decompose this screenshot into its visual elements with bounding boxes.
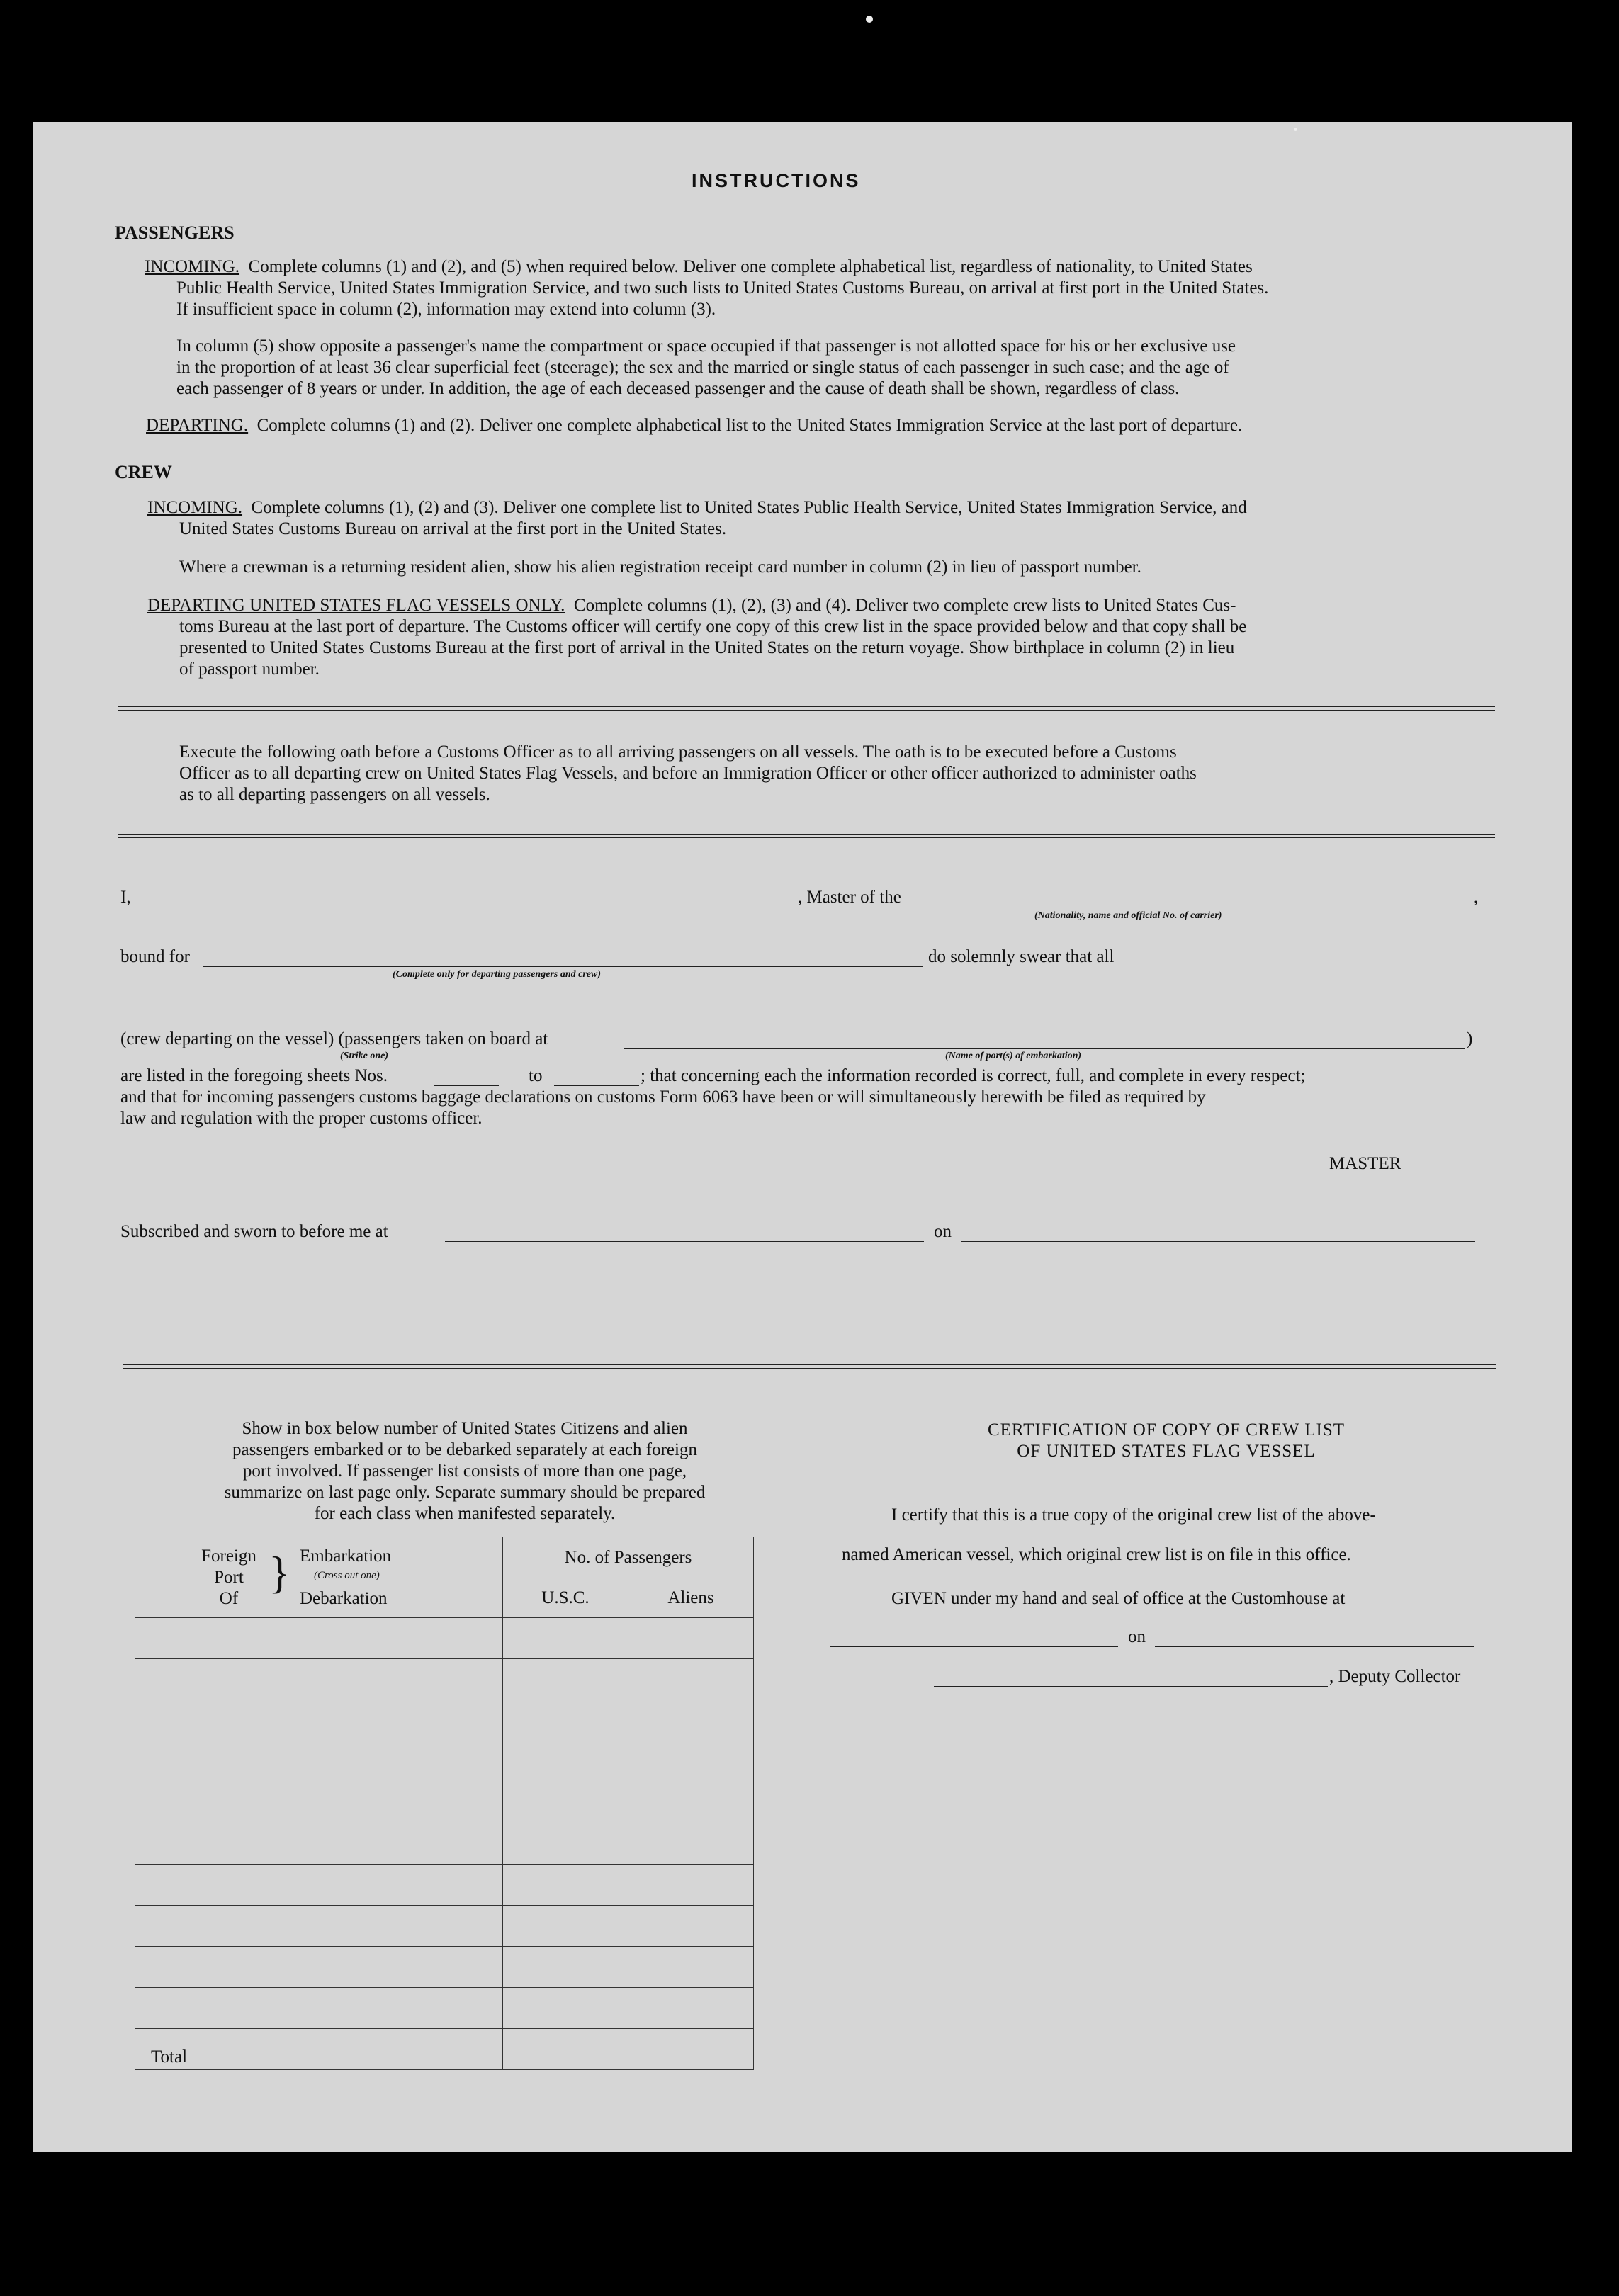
- subscribed-place-field[interactable]: [445, 1241, 924, 1242]
- passengers-incoming-block: [145, 256, 1491, 320]
- port-label: Port: [214, 1568, 244, 1587]
- port-cell[interactable]: [135, 1741, 503, 1782]
- port-cell[interactable]: [135, 1865, 503, 1906]
- port-cell[interactable]: [135, 1659, 503, 1700]
- subscribed-date-field[interactable]: [961, 1241, 1475, 1242]
- certification-title-line-1: CERTIFICATION OF COPY OF CREW LIST: [987, 1420, 1346, 1440]
- document-page: [33, 122, 1572, 2152]
- usc-header: U.S.C.: [503, 1578, 628, 1618]
- oath-instructions-block: [179, 742, 1490, 805]
- port-cell[interactable]: [135, 1618, 503, 1659]
- aliens-cell[interactable]: [628, 1865, 754, 1906]
- oath-i-label: I,: [120, 888, 131, 907]
- summary-instructions-line-1: Show in box below number of United States Citizens and alien: [242, 1419, 688, 1438]
- sheets-suffix: ; that concerning each the information recorded is correct, full, and complete in every respect;: [641, 1066, 1306, 1085]
- aliens-cell[interactable]: [628, 1988, 754, 2029]
- table-row: [135, 1865, 754, 1906]
- passengers-column5-line-2: in the proportion of at least 36 clear superficial feet (steerage); the sex and the married or single status of each passenger in such case; and the age of: [176, 358, 1229, 377]
- passengers-departing-label: DEPARTING.: [146, 416, 249, 435]
- deputy-collector-label: , Deputy Collector: [1329, 1667, 1461, 1686]
- usc-cell[interactable]: [503, 1782, 628, 1823]
- foreign-port-header: [135, 1537, 503, 1618]
- table-header-row: [135, 1537, 754, 1578]
- aliens-cell[interactable]: [628, 1741, 754, 1782]
- brace-icon: }: [269, 1547, 290, 1597]
- crew-departing-block: [147, 595, 1494, 680]
- port-cell[interactable]: [135, 1988, 503, 2029]
- master-label: MASTER: [1329, 1154, 1401, 1173]
- nationality-hint: (Nationality, name and official No. of carrier): [1034, 910, 1222, 921]
- usc-cell[interactable]: [503, 1659, 628, 1700]
- passengers-incoming-label: INCOMING.: [145, 257, 240, 276]
- usc-cell[interactable]: [503, 1741, 628, 1782]
- table-row: [135, 1906, 754, 1947]
- oath-comma: ,: [1474, 888, 1479, 907]
- crew-heading: CREW: [115, 462, 172, 482]
- port-cell[interactable]: [135, 1947, 503, 1988]
- aliens-total-cell[interactable]: [628, 2029, 754, 2070]
- subscribed-on-label: on: [934, 1222, 952, 1241]
- master-of-the-label: , Master of the: [798, 888, 901, 907]
- summary-instructions-line-4: summarize on last page only. Separate summary should be prepared: [224, 1483, 706, 1502]
- summary-instructions-line-3: port involved. If passenger list consists of more than one page,: [242, 1461, 687, 1481]
- crew-incoming-label: INCOMING.: [147, 498, 243, 517]
- crew-departing-line-4: of passport number.: [179, 660, 320, 679]
- crew-departing-text: (crew departing on the vessel) (passengers taken on board at: [120, 1029, 548, 1048]
- crew-incoming-line-1: Complete columns (1), (2) and (3). Deliver one complete list to United States Public Health Service, United States Immigration Service, and: [251, 498, 1247, 517]
- aliens-header: Aliens: [628, 1578, 754, 1618]
- port-cell[interactable]: [135, 1700, 503, 1741]
- crew-departing-line-2: toms Bureau at the last port of departure. The Customs officer will certify one copy of this crew list in the space provided below and that copy shall be: [179, 617, 1247, 636]
- embarkation-label: Embarkation: [300, 1546, 392, 1566]
- instructions-title: INSTRUCTIONS: [692, 170, 861, 191]
- oath-continuation-line-2: law and regulation with the proper customs officer.: [120, 1109, 483, 1128]
- cross-out-one-hint: (Cross out one): [314, 1570, 380, 1581]
- close-paren: ): [1467, 1029, 1473, 1048]
- bound-for-label: bound for: [120, 947, 190, 966]
- subscribed-label: Subscribed and sworn to before me at: [120, 1222, 388, 1241]
- strike-one-hint: (Strike one): [340, 1051, 389, 1061]
- scan-speck: [866, 16, 873, 23]
- passengers-incoming-line-1: Complete columns (1) and (2), and (5) when required below. Deliver one complete alphabetical list, regardless of nationality, to United States: [248, 257, 1253, 276]
- port-cell[interactable]: [135, 1782, 503, 1823]
- certification-title: [847, 1420, 1485, 1462]
- usc-cell[interactable]: [503, 1823, 628, 1865]
- total-row: [135, 2029, 754, 2070]
- table-row: [135, 1741, 754, 1782]
- sheets-to-label: to: [529, 1066, 543, 1085]
- oath-instructions-line-2: Officer as to all departing crew on United States Flag Vessels, and before an Immigration Officer or other officer authorized to administer oaths: [179, 764, 1197, 783]
- section-divider: [123, 1364, 1496, 1369]
- usc-cell[interactable]: [503, 1700, 628, 1741]
- certification-title-line-2: OF UNITED STATES FLAG VESSEL: [1017, 1442, 1316, 1461]
- certify-line-1: I certify that this is a true copy of the original crew list of the above-: [891, 1505, 1376, 1525]
- passengers-heading: PASSENGERS: [115, 222, 235, 243]
- oath-instructions-line-1: Execute the following oath before a Customs Officer as to all arriving passengers on all vessels. The oath is to be executed before a Customs: [179, 742, 1177, 762]
- table-row: [135, 1947, 754, 1988]
- table-row: [135, 1782, 754, 1823]
- usc-cell[interactable]: [503, 1865, 628, 1906]
- sheets-from-field[interactable]: [434, 1085, 499, 1086]
- crew-resident-alien-text: Where a crewman is a returning resident alien, show his alien registration receipt card number in column (2) in lieu of passport number.: [179, 558, 1141, 577]
- sheets-prefix: are listed in the foregoing sheets Nos.: [120, 1066, 388, 1085]
- of-label: Of: [219, 1589, 239, 1608]
- sheets-to-field[interactable]: [554, 1085, 639, 1086]
- swear-text: do solemnly swear that all: [928, 947, 1115, 966]
- passengers-departing-block: [146, 415, 1492, 436]
- foreign-label: Foreign: [201, 1546, 256, 1566]
- aliens-cell[interactable]: [628, 1700, 754, 1741]
- aliens-cell[interactable]: [628, 1947, 754, 1988]
- customhouse-field[interactable]: [830, 1646, 1118, 1647]
- aliens-cell[interactable]: [628, 1618, 754, 1659]
- passengers-column5-line-1: In column (5) show opposite a passenger's name the compartment or space occupied if that passenger is not allotted space for his or her exclusive use: [176, 337, 1236, 356]
- aliens-cell[interactable]: [628, 1823, 754, 1865]
- oath-continuation-line-1: and that for incoming passengers customs baggage declarations on customs Form 6063 have been or will simultaneously herewith be filed as required by: [120, 1087, 1206, 1107]
- crew-incoming-line-2: United States Customs Bureau on arrival at the first port in the United States.: [179, 519, 727, 538]
- certification-date-field[interactable]: [1155, 1646, 1474, 1647]
- passengers-column5-line-3: each passenger of 8 years or under. In addition, the age of each deceased passenger and the cause of death shall be shown, regardless of class.: [176, 379, 1180, 398]
- no-of-passengers-header: No. of Passengers: [503, 1537, 754, 1578]
- table-row: [135, 1618, 754, 1659]
- passenger-summary-table: [135, 1537, 754, 2070]
- passengers-incoming-line-2: Public Health Service, United States Immigration Service, and two such lists to United States Customs Bureau, on arrival at first port in the United States.: [176, 278, 1269, 298]
- crew-departing-line-1: Complete columns (1), (2), (3) and (4). Deliver two complete crew lists to United States Cus-: [573, 596, 1236, 615]
- aliens-cell[interactable]: [628, 1782, 754, 1823]
- aliens-cell[interactable]: [628, 1659, 754, 1700]
- table-row: [135, 1659, 754, 1700]
- total-label: Total: [135, 2029, 503, 2070]
- complete-only-hint: (Complete only for departing passengers and crew): [393, 969, 601, 980]
- summary-instructions-line-5: for each class when manifested separately.: [314, 1504, 616, 1523]
- usc-cell[interactable]: [503, 1988, 628, 2029]
- port-cell[interactable]: [135, 1906, 503, 1947]
- crew-departing-label: DEPARTING UNITED STATES FLAG VESSELS ONLY.: [147, 596, 565, 615]
- port-of-embarkation-field[interactable]: [624, 1048, 1465, 1049]
- usc-total-cell[interactable]: [503, 2029, 628, 2070]
- passengers-incoming-line-3: If insufficient space in column (2), information may extend into column (3).: [176, 300, 716, 319]
- deputy-collector-signature-field[interactable]: [934, 1686, 1328, 1687]
- table-row: [135, 1700, 754, 1741]
- passengers-column5-block: [176, 336, 1494, 400]
- section-divider: [118, 706, 1495, 711]
- aliens-cell[interactable]: [628, 1906, 754, 1947]
- table-row: [135, 1823, 754, 1865]
- crew-departing-line-3: presented to United States Customs Bureau at the first port of arrival in the United States on the return voyage. Show birthplace in column (2) in lieu: [179, 638, 1235, 657]
- certification-on-label: on: [1128, 1627, 1146, 1646]
- scan-speck: [1294, 128, 1297, 131]
- table-row: [135, 1988, 754, 2029]
- bound-for-field[interactable]: [203, 966, 923, 967]
- summary-instructions-block: [160, 1418, 769, 1525]
- oath-instructions-line-3: as to all departing passengers on all vessels.: [179, 785, 490, 804]
- passengers-departing-text: Complete columns (1) and (2). Deliver one complete alphabetical list to the United States Immigration Service at the last port of departure.: [256, 416, 1243, 435]
- usc-cell[interactable]: [503, 1618, 628, 1659]
- given-text: GIVEN under my hand and seal of office at the Customhouse at: [891, 1589, 1346, 1608]
- certify-block: [842, 1505, 1494, 1566]
- summary-instructions-line-2: passengers embarked or to be debarked separately at each foreign: [232, 1440, 697, 1459]
- certify-line-2: named American vessel, which original crew list is on file in this office.: [842, 1545, 1351, 1564]
- debarkation-label: Debarkation: [300, 1589, 388, 1608]
- usc-cell[interactable]: [503, 1906, 628, 1947]
- usc-cell[interactable]: [503, 1947, 628, 1988]
- crew-incoming-block: [147, 497, 1494, 540]
- port-cell[interactable]: [135, 1823, 503, 1865]
- oath-continuation-block: [120, 1087, 1499, 1129]
- ports-hint: (Name of port(s) of embarkation): [945, 1051, 1082, 1061]
- section-divider: [118, 834, 1495, 838]
